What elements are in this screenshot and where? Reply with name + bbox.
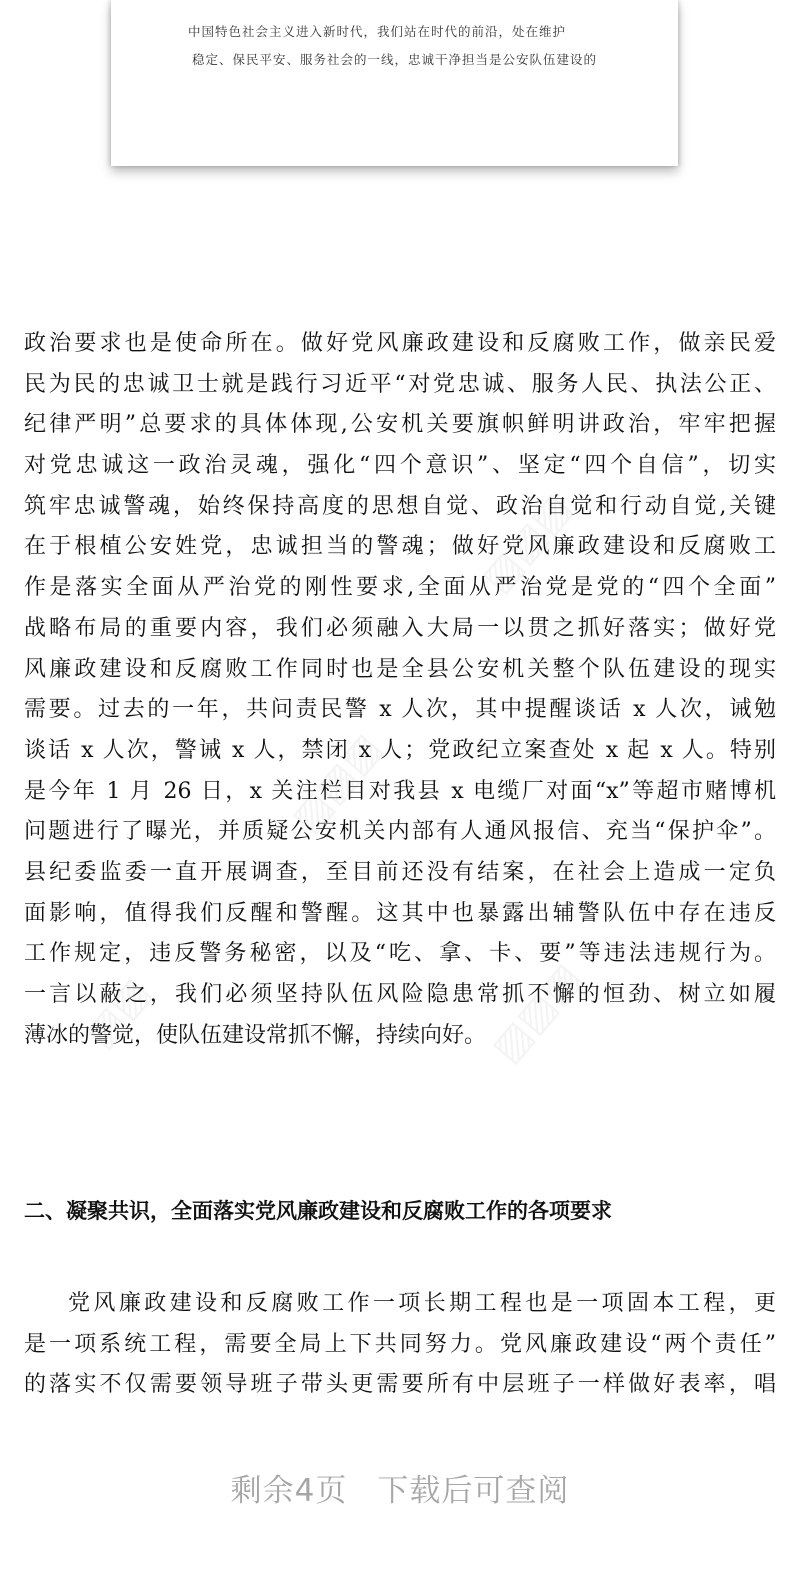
download-to-view-label: 下载后可查阅 xyxy=(377,1473,570,1509)
text-line: 民为民的忠诚卫士就是践行习近平“对党忠诚、服务人民、执法公正、 xyxy=(24,371,776,397)
text-line: 风廉政建设和反腐败工作同时也是全县公安机关整个队伍建设的现实 xyxy=(24,656,776,682)
text-line: 县纪委监委一直开展调查，至目前还没有结案，在社会上造成一定负 xyxy=(24,859,776,885)
text-line: 是今年 1 月 26 日，x 关注栏目对我县 x 电缆厂对面“x”等超市赌博机 xyxy=(24,778,776,804)
text-line: 是一项系统工程，需要全局上下共同努力。党风廉政建设“两个责任” xyxy=(24,1331,776,1357)
watermark: ▨▨▨ xyxy=(282,724,391,842)
body-paragraph xyxy=(24,324,776,1056)
text-line: 一言以蔽之，我们必须坚持队伍风险隐患常抓不懈的恒劲、树立如履 xyxy=(24,982,776,1007)
text-line: 问题进行了曝光，并质疑公安机关内部有人通风报信、充当“保护伞”。 xyxy=(24,819,776,845)
remaining-pages-label: 剩余4页 xyxy=(230,1473,348,1509)
text-line: 的落实不仅需要领导班子带头更需要所有中层班子一样做好表率，唱 xyxy=(24,1372,776,1398)
card-text-line-1: 中国特色社会主义进入新时代，我们站在时代的前沿，处在维护 xyxy=(188,24,567,39)
card-text-line-2: 稳定、保民平安、服务社会的一线，忠诚干净担当是公安队伍建设的 xyxy=(191,52,597,67)
watermark: ▨▨▨ xyxy=(482,954,591,1072)
download-prompt-banner[interactable] xyxy=(0,1466,800,1516)
text-line: 作是落实全面从严治党的刚性要求,全面从严治党是党的“四个全面” xyxy=(24,575,776,601)
text-line: 谈话 x 人次，警诫 x 人，禁闭 x 人；党政纪立案查处 x 起 x 人。特别 xyxy=(24,737,776,763)
text-line: 政治要求也是使命所在。做好党风廉政建设和反腐败工作，做亲民爱 xyxy=(24,331,776,356)
text-line: 纪律严明”总要求的具体体现,公安机关要旗帜鲜明讲政治，牢牢把握 xyxy=(24,412,776,438)
watermark: ▨▨ xyxy=(75,969,160,1057)
text-line: 筑牢忠诚警魂，始终保持高度的思想自觉、政治自觉和行动自觉,关键 xyxy=(24,493,776,519)
text-line: 战略布局的重要内容，我们必须融入大局一以贯之抓好落实；做好党 xyxy=(24,615,776,641)
text-line: 薄冰的警觉，使队伍建设常抓不懈，持续向好。 xyxy=(24,1022,487,1048)
body-paragraph-2 xyxy=(24,1284,776,1406)
text-line: 工作规定，违反警务秘密，以及“吃、拿、卡、要”等违法违规行为。 xyxy=(24,941,776,967)
text-line: 对党忠诚这一政治灵魂，强化“四个意识”、坚定“四个自信”，切实 xyxy=(24,453,776,479)
watermark: ▨▨▨ xyxy=(472,484,581,602)
text-line: 党风廉政建设和反腐败工作一项长期工程也是一项固本工程，更 xyxy=(68,1291,776,1316)
text-line: 面影响，值得我们反醒和警醒。这其中也暴露出辅警队伍中存在违反 xyxy=(24,900,776,926)
section-heading: 二、凝聚共识，全面落实党风廉政建设和反腐败工作的各项要求 xyxy=(24,1199,612,1223)
text-line: 在于根植公安姓党，忠诚担当的警魂；做好党风廉政建设和反腐败工 xyxy=(24,534,776,560)
text-line: 需要。过去的一年，共问责民警 x 人次，其中提醒谈话 x 人次，诫勉 xyxy=(24,697,776,723)
preview-page-card xyxy=(111,0,678,166)
